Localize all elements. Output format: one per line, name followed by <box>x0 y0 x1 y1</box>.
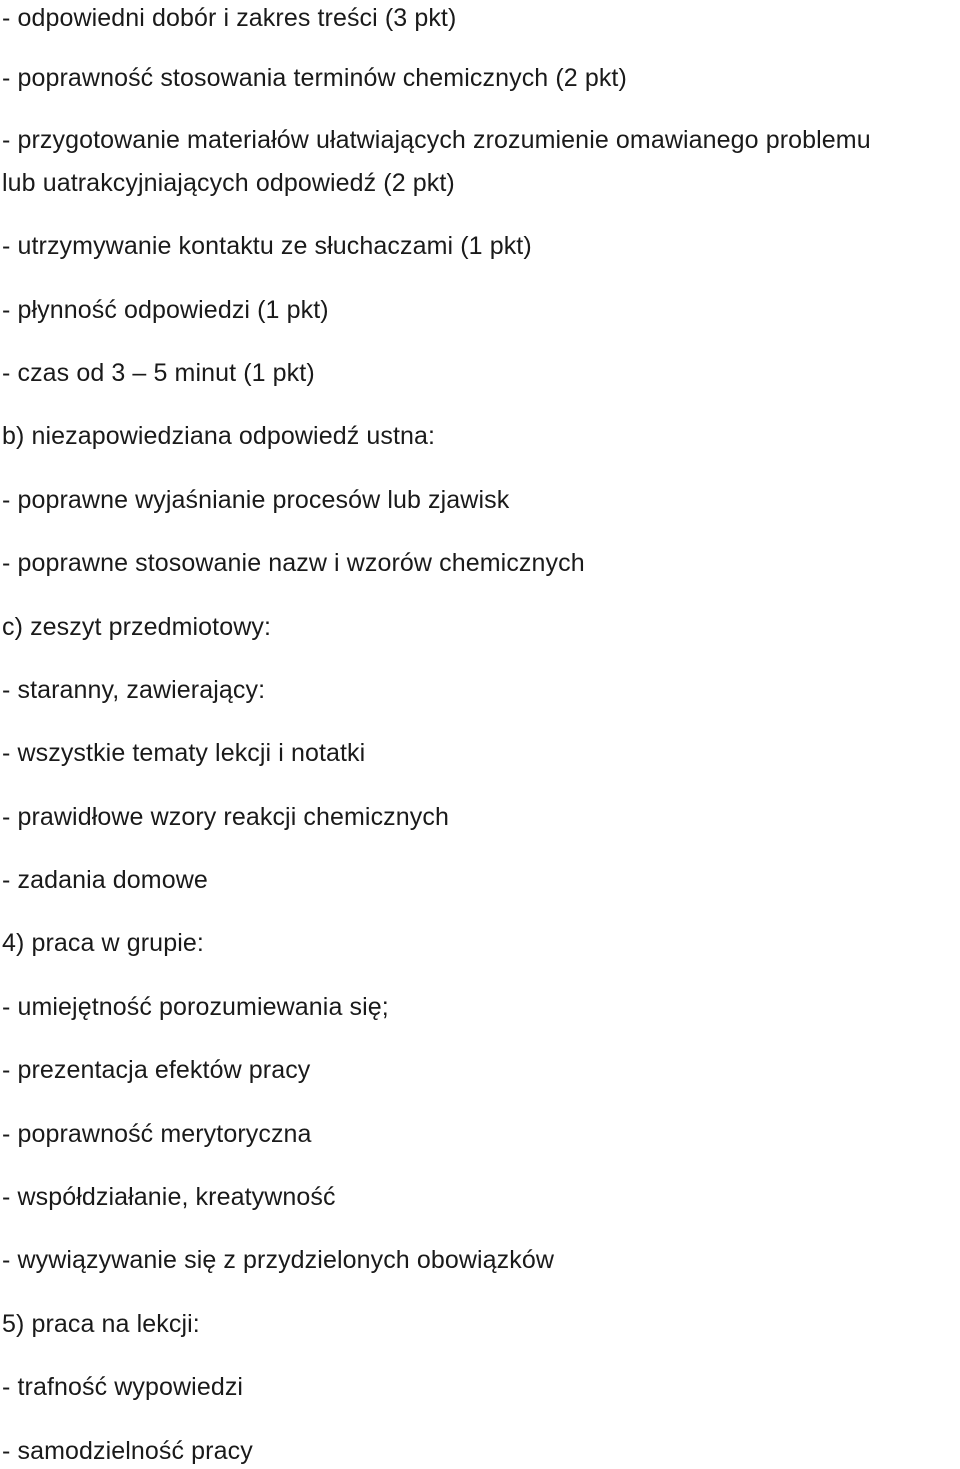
text-line: - przygotowanie materiałów ułatwiających zrozumienie omawianego problemu <box>2 126 871 154</box>
text-line: - wywiązywanie się z przydzielonych obowiązków <box>2 1246 555 1274</box>
text-line: lub uatrakcyjniających odpowiedź (2 pkt) <box>2 169 455 197</box>
text-line: - czas od 3 – 5 minut (1 pkt) <box>2 359 315 387</box>
text-line: 5) praca na lekcji: <box>2 1310 200 1338</box>
text-line: - odpowiedni dobór i zakres treści (3 pkt) <box>2 4 457 32</box>
text-line: - umiejętność porozumiewania się; <box>2 993 389 1021</box>
text-line: - wszystkie tematy lekcji i notatki <box>2 739 366 767</box>
text-line: - staranny, zawierający: <box>2 676 266 704</box>
text-line: - poprawność stosowania terminów chemicznych (2 pkt) <box>2 64 627 92</box>
text-line: b) niezapowiedziana odpowiedź ustna: <box>2 422 436 450</box>
text-line: - płynność odpowiedzi (1 pkt) <box>2 296 329 324</box>
text-line: - współdziałanie, kreatywność <box>2 1183 336 1211</box>
text-line: - trafność wypowiedzi <box>2 1373 244 1401</box>
text-line: - poprawne wyjaśnianie procesów lub zjawisk <box>2 486 510 514</box>
text-line: - prezentacja efektów pracy <box>2 1056 311 1084</box>
text-line: - utrzymywanie kontaktu ze słuchaczami (1 pkt) <box>2 232 532 260</box>
text-line: - samodzielność pracy <box>2 1437 253 1465</box>
text-line: - prawidłowe wzory reakcji chemicznych <box>2 803 449 831</box>
text-line: c) zeszyt przedmiotowy: <box>2 613 272 641</box>
text-line: - poprawne stosowanie nazw i wzorów chemicznych <box>2 549 585 577</box>
text-line: - zadania domowe <box>2 866 208 894</box>
text-line: 4) praca w grupie: <box>2 929 204 957</box>
text-line: - poprawność merytoryczna <box>2 1120 312 1148</box>
